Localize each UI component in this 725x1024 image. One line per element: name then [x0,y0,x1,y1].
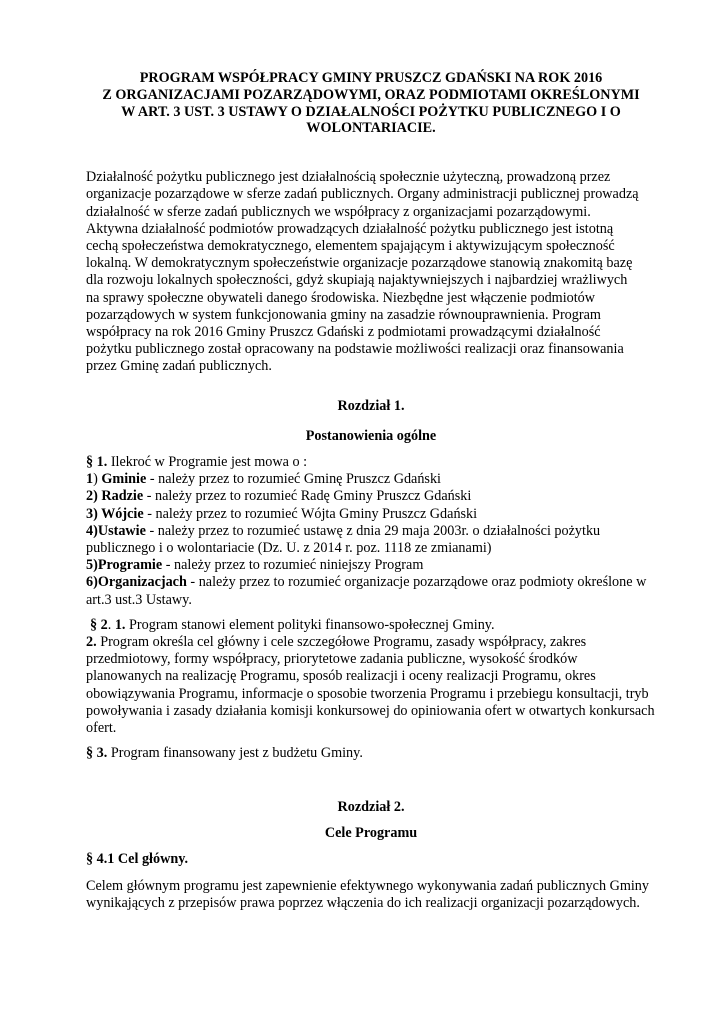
section-2 [86,617,656,737]
definition-text: - należy przez to rozumieć Radę Gminy Pruszcz Gdański [143,488,472,505]
item-number: 2) [86,488,98,505]
point-number: 2. [86,634,97,651]
definition-item [86,574,656,591]
document-page [86,70,656,913]
intro-line: Aktywna działalność podmiotów prowadzących działalność pożytku publicznego jest istotną [86,220,614,237]
section-4-1-text [86,878,656,912]
section-4-1-line: Celem głównym programu jest zapewnienie efektywnego wykonywania zadań publicznych Gminy [86,878,649,895]
item-number-suffix: ) [93,471,98,488]
item-number: 6) [86,574,98,591]
intro-line: pozarządowych w system funkcjonowania gminy na zasadzie równouprawnienia. Program [86,306,601,323]
definition-item [86,471,656,488]
intro-line: działalność w sferze zadań publicznych we współpracy z organizacjami pozarządowymi. [86,203,591,220]
point-text-line: przedmiotowy, formy współpracy, priorytetowe zadania publiczne, wysokość środków [86,651,578,668]
title-line: Z ORGANIZACJAMI POZARZĄDOWYMI, ORAZ PODMIOTAMI OKREŚLONYMI [102,86,640,103]
intro-line: przez Gminę zadań publicznych. [86,358,272,375]
definition-text: - należy przez to rozumieć Wójta Gminy Pruszcz Gdański [143,505,478,522]
point-text-line: obowiązywania Programu, informacje o sposobie tworzenia Programu i przebiegu konsultacji, tryb [86,685,649,702]
intro-line: na sprawy społeczne obywateli danego środowiska. Niezbędne jest włączenie podmiotów [86,289,596,306]
definition-text: - należy przez to rozumieć Gminę Pruszcz Gdański [146,471,441,488]
definition-text: - należy przez to rozumieć niniejszy Program [162,557,424,574]
definition-item [86,488,656,505]
defined-term: Gminie [97,471,147,488]
definition-item [86,523,656,540]
point-text-line: ofert. [86,720,117,737]
section-2-point-2 [86,634,656,651]
point-text-line: powoływania i zasady działania komisji konkursowej do opiniowania ofert w otwartych konkursach [86,702,655,719]
section-text: Program finansowany jest z budżetu Gminy. [107,745,363,762]
defined-term: Wójcie [97,505,144,522]
title-line: WOLONTARIACIE. [306,120,436,137]
section-mark: § 2 [90,616,108,633]
title-line: W ART. 3 UST. 3 USTAWY O DZIAŁALNOŚCI POŻYTKU PUBLICZNEGO I O [121,103,621,120]
item-number: 3) [86,505,98,522]
section-3 [86,745,656,762]
point-text: Program określa cel główny i cele szczegółowe Programu, zasady współpracy, zakres [96,634,587,651]
intro-line: lokalną. W demokratycznym społeczeństwie organizacje pozarządowe stanowią znakomitą bazę [86,255,633,272]
point-text-line: planowanych na realizację Programu, sposób realizacji i oceny realizacji Programu, okres [86,668,596,685]
intro-line: Działalność pożytku publicznego jest działalnością społecznie użyteczną, prowadzoną przez [86,169,611,186]
section-mark: § 1. [86,454,108,471]
section-3-line [86,745,656,762]
section-1-definitions [86,454,656,609]
intro-line: dla rozwoju lokalnych społeczności, gdyż skupiają najaktywniejszych i najbardziej wrażliwych [86,272,628,289]
section-4-1-line: wynikających z przepisów prawa poprzez włączenia do ich realizacji organizacji pozarządowych. [86,895,640,912]
item-number: 1 [86,471,94,488]
intro-line: organizacje pozarządowe w sferze zadań publicznych. Organy administracji publicznej prowadzą [86,186,639,203]
intro-line: współpracy na rok 2016 Gminy Pruszcz Gdański z podmiotami prowadzącymi działalność [86,324,601,341]
definition-text: - należy przez to rozumieć ustawę z dnia 29 maja 2003r. o działalności pożytku [145,522,601,539]
defined-term: Programie [97,557,163,574]
chapter-1-subheading: Postanowienia ogólne [305,427,437,444]
definition-continuation: publicznego i o wolontariacie (Dz. U. z 2014 r. poz. 1118 ze zmianami) [86,540,492,557]
item-number: 5) [86,557,98,574]
intro-line: cechą społeczeństwa demokratycznego, elementem spajającym i aktywizującym społeczność [86,238,615,254]
definition-item [86,557,656,574]
chapter-2-subheading: Cele Programu [324,824,418,841]
point-number: 1. [114,616,126,633]
section-2-point-1 [86,617,656,634]
item-number: 4) [86,522,98,539]
document-title [86,70,656,137]
section-separator: . [107,616,115,633]
section-4-1-heading: § 4.1 Cel główny. [86,850,189,867]
section-lead-text: Ilekroć w Programie jest mowa o : [107,454,308,471]
definition-item [86,506,656,523]
defined-term: Organizacjach [97,574,187,591]
intro-paragraph [86,169,656,375]
chapter-1-heading: Rozdział 1. [337,397,405,414]
defined-term: Radzie [97,488,144,505]
section-mark: § 3. [86,745,108,762]
point-text: Program stanowi element polityki finansowo-społecznej Gminy. [125,616,495,633]
title-line: PROGRAM WSPÓŁPRACY GMINY PRUSZCZ GDAŃSKI NA ROK 2016 [139,70,603,86]
intro-line: pożytku publicznego został opracowany na podstawie możliwości realizacji oraz finansowania [86,341,624,358]
definition-text: - należy przez to rozumieć organizacje pozarządowe oraz podmioty określone w [186,574,647,591]
definition-continuation: art.3 ust.3 Ustawy. [86,591,192,608]
section-1-lead [86,454,656,471]
defined-term: Ustawie [97,522,146,539]
chapter-2-heading: Rozdział 2. [337,799,405,816]
